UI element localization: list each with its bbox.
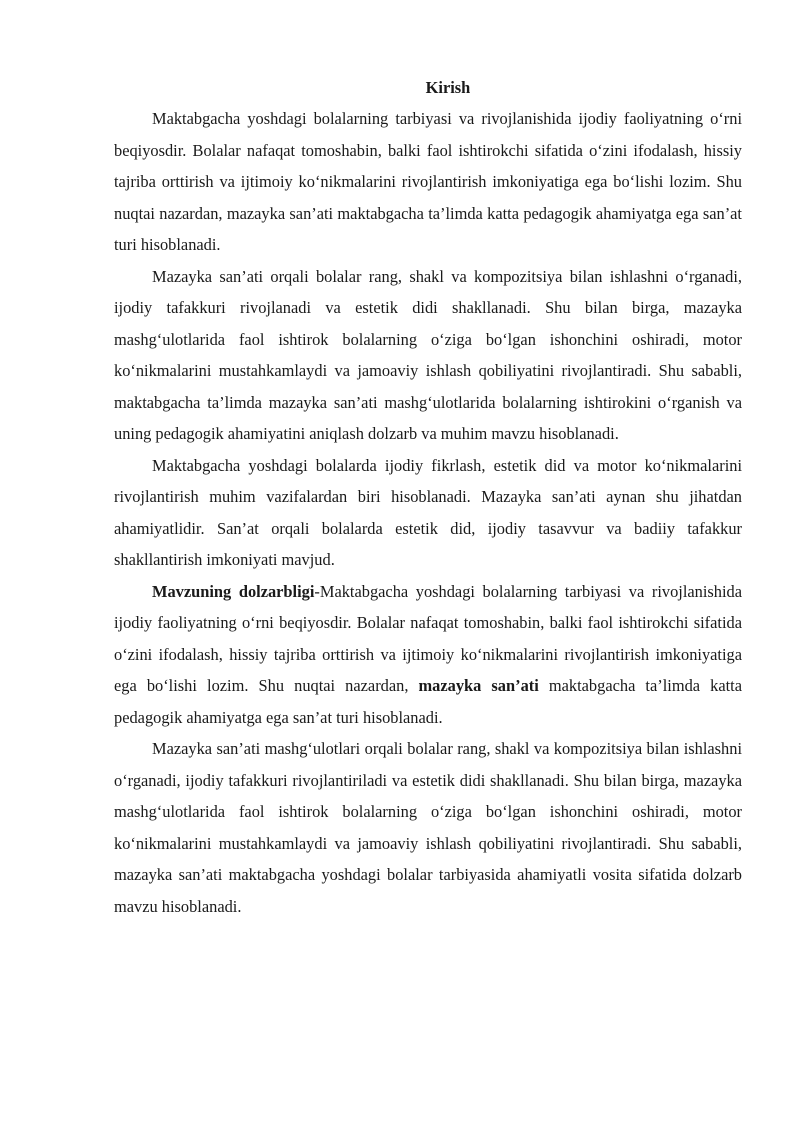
paragraph-3: Maktabgacha yoshdagi bolalarda ijodiy fikrlash, estetik did va motor ko‘nikmalarini rivojlantirish muhim vazifalardan biri hisoblanadi. Mazayka san’ati aynan shu jihatdan ahamiyatlidir. San’at orqali bolalarda estetik did, ijodiy tasavvur va badiiy tafakkur shakllantirish imkoniyati mavjud. bbox=[114, 455, 742, 569]
paragraph-4 bbox=[114, 576, 742, 734]
section-title: Kirish bbox=[425, 78, 471, 97]
paragraph-2: Mazayka san’ati orqali bolalar rang, shakl va kompozitsiya bilan ishlashni o‘rganadi, ijodiy tafakkuri rivojlanadi va estetik didi shakllanadi. Shu bilan birga, mazayka mashg‘ulotlarida faol ishtirok bolalarning o‘ziga bo‘lgan ishonchini oshiradi, motor ko‘nikmalarini mustahkamlaydi va jamoaviy ishlash qobiliyatini rivojlantiradi. Shu sababli, maktabgacha ta’limda mazayka san’ati mashg‘ulotlarida bolalarning ishtirokini o‘rganish va uning pedagogik ahamiyatini aniqlash dolzarb va muhim mavzu hisoblanadi. bbox=[114, 266, 742, 443]
paragraph-4-text-a: -Maktabgacha yoshdagi bolalarning tarbiyasi va rivojlanishida ijodiy faoliyatning o‘rni beqiyosdir. Bolalar nafaqat tomoshabin, balki faol ishtirokchi sifatida o‘zini ifodalash, hissiy tajriba orttirish va ijtimoiy ko‘nikmalarini rivojlantirish imkoniyatiga ega bo‘lishi lozim. Shu nuqtai nazardan, bbox=[114, 581, 742, 695]
document-page bbox=[114, 72, 742, 922]
topic-relevance-heading: Mavzuning dolzarbligi bbox=[152, 581, 315, 601]
paragraph-4-text-b: maktabgacha ta’limda katta pedagogik ahamiyatga ega san’at turi hisoblanadi. bbox=[114, 676, 742, 727]
paragraph-5: Mazayka san’ati mashg‘ulotlari orqali bolalar rang, shakl va kompozitsiya bilan ishlashni o‘rganadi, ijodiy tafakkuri rivojlantiriladi va estetik didi shakllanadi. Shu bilan birga, mazayka mashg‘ulotlarida faol ishtirok bolalarning o‘ziga bo‘lgan ishonchini oshiradi, motor ko‘nikmalarini mustahkamlaydi va jamoaviy ishlash qobiliyatini rivojlantiradi. Shu sababli, mazayka san’ati maktabgacha yoshdagi bolalar tarbiyasida ahamiyatli vosita sifatida dolzarb mavzu hisoblanadi. bbox=[114, 739, 742, 916]
paragraph-1: Maktabgacha yoshdagi bolalarning tarbiyasi va rivojlanishida ijodiy faoliyatning o‘rni beqiyosdir. Bolalar nafaqat tomoshabin, balki faol ishtirokchi sifatida o‘zini ifodalash, hissiy tajriba orttirish va ijtimoiy ko‘nikmalarini rivojlantirish imkoniyatiga ega bo‘lishi lozim. Shu nuqtai nazardan, mazayka san’ati maktabgacha ta’limda katta pedagogik ahamiyatga ega san’at turi hisoblanadi. bbox=[114, 109, 742, 254]
mosaic-art-term: mazayka san’ati bbox=[418, 676, 539, 695]
